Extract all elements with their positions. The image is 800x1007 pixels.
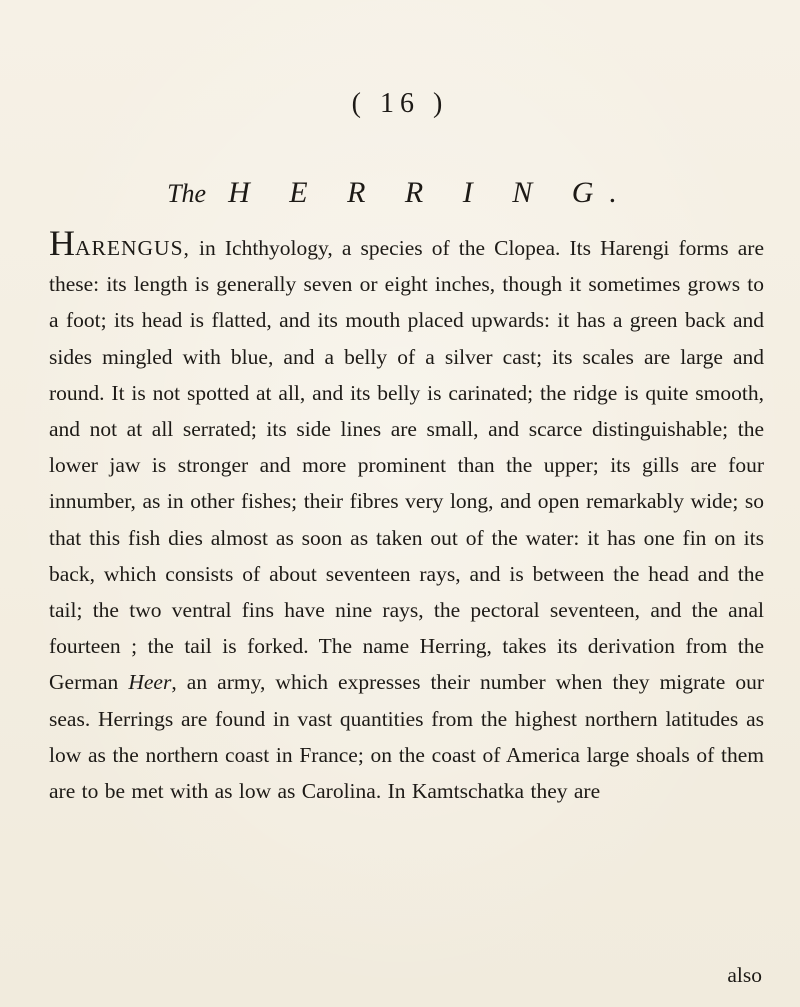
catchword: also (727, 963, 762, 987)
title-prefix: The (167, 179, 207, 208)
body-paragraph (49, 223, 764, 809)
paragraph-text: in Ichthyology, a species of the Clopea. Its Harengi forms are these: its length is generally seven or eight inches, though it sometimes grows to a foot; its head is flatted, and its mouth placed upwards: it has a green back and sides mingled with blue, and a belly of a silver cast; its scales are large and round. It is not spotted at all, and its belly is carinated; the ridge is quite smooth, and not at all serrated; its side lines are small, and scarce distinguishable; the lower jaw is stronger and more prominent than the upper; its gills are four innumber, as in other fishes; their fibres very long, and open remarkably wide; so that this fish dies almost as soon as taken out of the water: it has one fin on its back, which consists of about seventeen rays, and is between the head and the tail; the two ventral fins have nine rays, the pectoral seventeen, and the anal fourteen ; the tail is forked. The name Herring, takes its derivation from the German (49, 236, 764, 695)
title-main: H E R R I N G. (228, 176, 633, 209)
page-title (0, 176, 800, 210)
italic-word: Heer (128, 670, 172, 695)
drop-cap: H (49, 223, 75, 263)
paragraph-end: , an army, which expresses their number when they migrate our seas. Herrings are found in vast quantities from the highest northern latitudes as low as the northern coast in France; on the coast of America large shoals of them are to be met with as low as Carolina. In Kamtschatka they are (49, 670, 764, 804)
page-number: ( 16 ) (351, 88, 449, 119)
opening-word: ARENGUS, (75, 236, 190, 260)
